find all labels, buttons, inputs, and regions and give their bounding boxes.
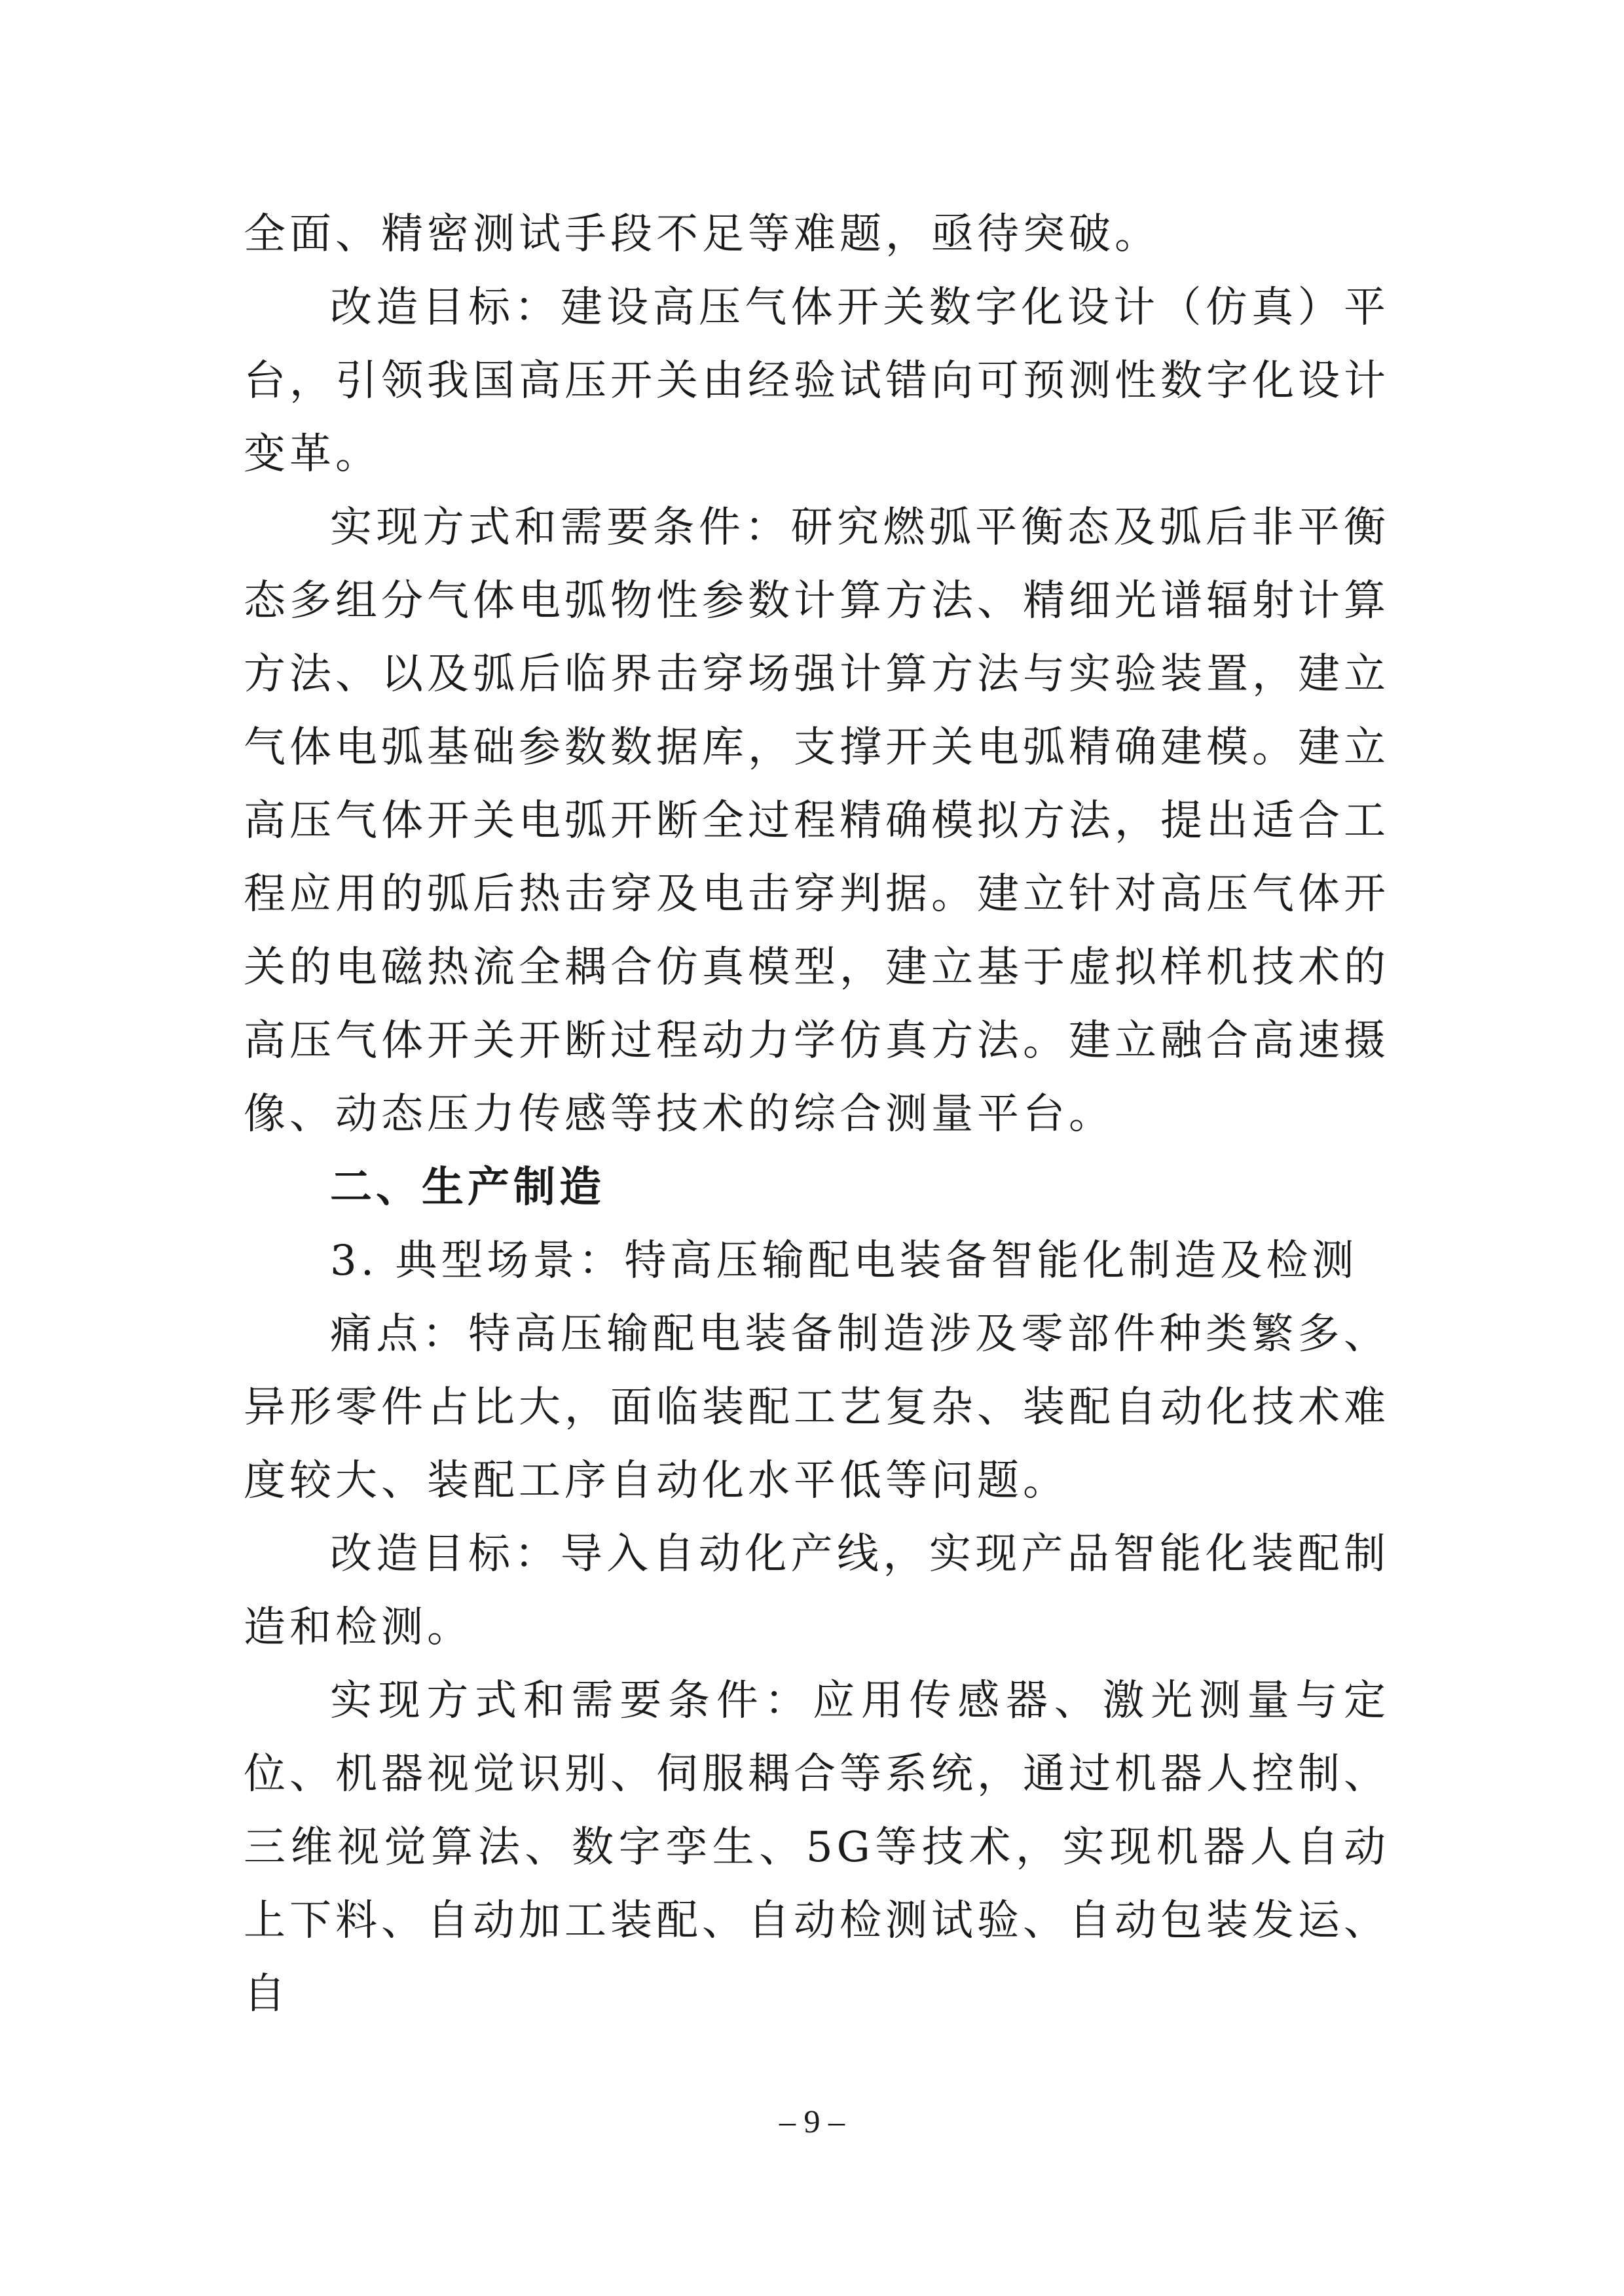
paragraph-implementation: 实现方式和需要条件：研究燃弧平衡态及弧后非平衡态多组分气体电弧物性参数计算方法、精细光谱辐射计算方法、以及弧后临界击穿场强计算方法与实验装置，建立气体电弧基础参数数据库，支撑开关电弧精确建模。建立高压气体开关电弧开断全过程精确模拟方法，提出适合工程应用的弧后热击穿及电击穿判据。建立针对高压气体开关的电磁热流全耦合仿真模型，建立基于虚拟样机技术的高压气体开关开断过程动力学仿真方法。建立融合高速摄像、动态压力传感等技术的综合测量平台。 — [244, 503, 1390, 1139]
scenario-title: 3. 典型场景：特高压输配电装备智能化制造及检测 — [330, 1237, 1358, 1285]
paragraph-transform-goal: 改造目标：建设高压气体开关数字化设计（仿真）平台，引领我国高压开关由经验试错向可预测性数字化设计变革。 — [244, 283, 1390, 479]
paragraph-continuation: 全面、精密测试手段不足等难题，亟待突破。 — [244, 210, 1160, 259]
paragraph-implementation-2: 实现方式和需要条件：应用传感器、激光测量与定位、机器视觉识别、伺服耦合等系统，通过机器人控制、三维视觉算法、数字孪生、5G等技术，实现机器人自动上下料、自动加工装配、自动检测试验、自动包装发运、自 — [244, 1677, 1390, 2018]
page-number: – 9 – — [779, 2103, 845, 2140]
paragraph-pain-points: 痛点：特高压输配电装备制造涉及零部件种类繁多、异形零件占比大，面临装配工艺复杂、装配自动化技术难度较大、装配工序自动化水平低等问题。 — [244, 1310, 1390, 1505]
section-heading: 二、生产制造 — [330, 1163, 605, 1212]
document-body — [244, 198, 1390, 2031]
paragraph-transform-goal-2: 改造目标：导入自动化产线，实现产品智能化装配制造和检测。 — [244, 1530, 1390, 1652]
